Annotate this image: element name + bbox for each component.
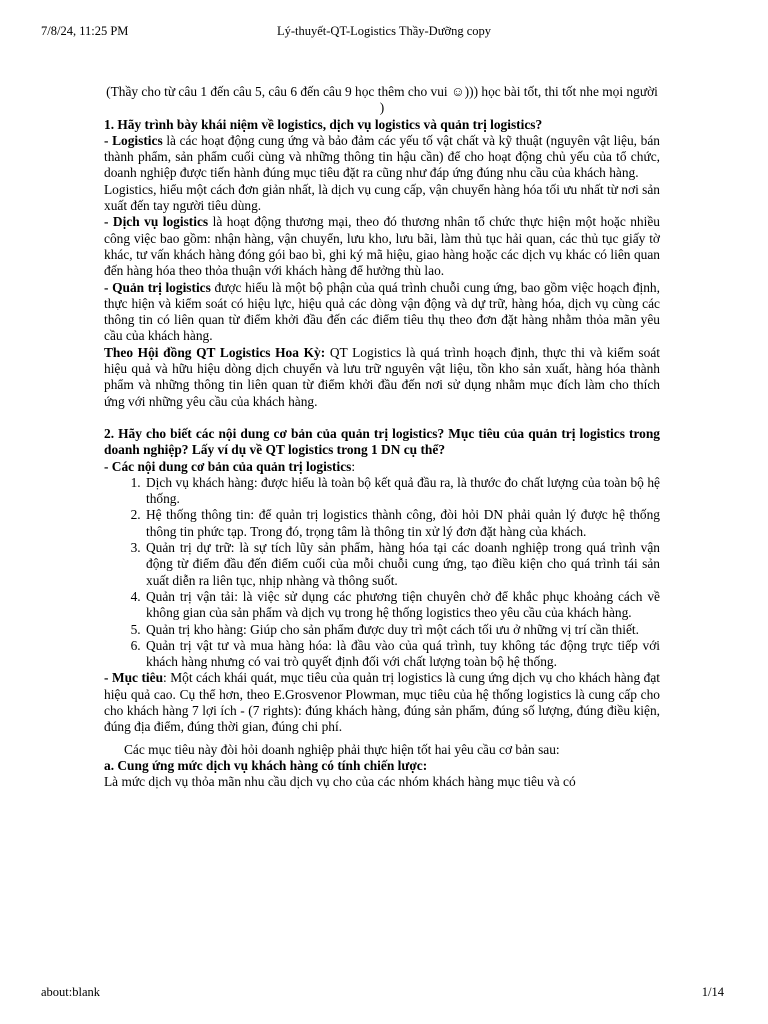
us-council-definition: Theo Hội đồng QT Logistics Hoa Kỳ: QT Logistics là quá trình hoạch định, thực thi và kiểm soát hiệu quả và hữu hiệu dòng dịch chuyển và lưu trữ nguyên vật liệu, tồn kho sản xuất, hàng hóa thành phẩm và những thông tin liên quan từ điểm khởi đầu đến nơi sử dụng nhằm mục đích làm cho thích ứng với những yêu cầu của khách hàng.: [104, 344, 660, 409]
print-datetime: 7/8/24, 11:25 PM: [41, 24, 129, 38]
page-number: 1/14: [701, 985, 724, 999]
list-item: 5. Quản trị kho hàng: Giúp cho sản phẩm được duy trì một cách tối ưu ở những vị trí cần thiết.: [144, 622, 660, 638]
document-title: Lý-thuyết-QT-Logistics Thầy-Dưỡng copy: [276, 24, 492, 38]
document-body: [104, 84, 660, 790]
goal-paragraph: - Mục tiêu: Một cách khái quát, mục tiêu của quản trị logistics là cung ứng dịch vụ cho khách hàng đạt hiệu quả cao. Cụ thể hơn, theo E.Grosvenor Plowman, mục tiêu của hệ thống logistics là cung cấp cho cho khách hàng 7 lợi ích - (7 rights): đúng khách hàng, đúng sản phẩm, đúng số lượng, đúng điều kiện, đúng địa điểm, đúng thời gian, đúng chi phí.: [104, 670, 660, 735]
logistics-management-definition: - Quản trị logistics được hiểu là một bộ phận của quá trình chuỗi cung ứng, bao gồm việc hoạch định, thực hiện và kiểm soát có hiệu lực, hiệu quả các dòng vận động và dự trữ, hàng hóa, dịch vụ cùng các thông tin có liên quan từ điểm khởi đầu đến các điểm tiêu thụ theo đơn đặt hàng nhằm thỏa mãn yêu cầu của khách hàng.: [104, 279, 660, 344]
term-us-council: Theo Hội đồng QT Logistics Hoa Kỳ:: [104, 344, 326, 360]
list-item: 4. Quản trị vận tải: là việc sử dụng các phương tiện chuyên chở để khắc phục khoảng cách về không gian của sản phẩm và dịch vụ trong hệ thống logistics theo yêu cầu của khách hàng.: [144, 589, 660, 622]
spacer: [104, 410, 660, 426]
contents-subheading: - Các nội dung cơ bản của quản trị logistics:: [104, 458, 356, 474]
requirement-a-heading: a. Cung ứng mức dịch vụ khách hàng có tính chiến lược:: [104, 757, 428, 773]
term-logistics-management: - Quản trị logistics: [104, 279, 211, 295]
question-2-heading: 2. Hãy cho biết các nội dung cơ bản của quản trị logistics? Mục tiêu của quản trị logistics trong doanh nghiệp? Lấy ví dụ về QT logistics trong 1 DN cụ thể?: [104, 425, 660, 458]
term-goal: - Mục tiêu: [104, 670, 164, 686]
list-item: 2. Hệ thống thông tin: để quản trị logistics thành công, đòi hỏi DN phải quản lý được hệ thống thông tin phức tạp. Trong đó, trọng tâm là thông tin xử lý đơn đặt hàng của khách.: [144, 507, 660, 540]
question-1-heading: 1. Hãy trình bày khái niệm về logistics, dịch vụ logistics và quản trị logistics?: [104, 116, 543, 132]
intro-note: (Thầy cho từ câu 1 đến câu 5, câu 6 đến câu 9 học thêm cho vui ☺))) học bài tốt, thi tốt nhe mọi người ): [106, 84, 658, 116]
requirement-a-text: Là mức dịch vụ thỏa mãn nhu cầu dịch vụ cho của các nhóm khách hàng mục tiêu và có: [104, 774, 576, 790]
logistics-simple-definition: Logistics, hiểu một cách đơn giản nhất, là dịch vụ cung cấp, vận chuyển hàng hóa tối ưu nhất từ nơi sản xuất đến tay người tiêu dùng.: [104, 181, 660, 214]
list-item: 1. Dịch vụ khách hàng: được hiểu là toàn bộ kết quả đầu ra, là thước đo chất lượng của toàn bộ hệ thống.: [144, 475, 660, 508]
logistics-service-definition: - Dịch vụ logistics là hoạt động thương mại, theo đó thương nhân tổ chức thực hiện một hoặc nhiều công việc bao gồm: nhận hàng, vận chuyển, lưu kho, lưu bãi, làm thủ tục hải quan, các thủ tục giấy tờ khác, tư vấn khách hàng đóng gói bao bì, ghi ký mã hiệu, giao hàng hoặc các dịch vụ khác có liên quan đến hàng hóa theo thỏa thuận với khách hàng để hưởng thù lao.: [104, 214, 660, 279]
term-logistics-service: - Dịch vụ logistics: [104, 214, 209, 230]
list-item: 6. Quản trị vật tư và mua hàng hóa: là đầu vào của quá trình, tuy không tác động trực tiếp với khách hàng nhưng có vai trò quyết định đối với chất lượng toàn bộ hệ thống.: [144, 638, 660, 671]
contents-list: [104, 475, 660, 671]
footer-url: about:blank: [41, 985, 101, 999]
requirements-intro: Các mục tiêu này đòi hỏi doanh nghiệp phải thực hiện tốt hai yêu cầu cơ bản sau:: [124, 741, 560, 757]
term-logistics: - Logistics: [104, 132, 163, 148]
logistics-definition: - Logistics là các hoạt động cung ứng và bảo đảm các yếu tố vật chất và kỹ thuật (nguyên vật liệu, bán thành phẩm, sản phẩm cuối cùng và những thông tin hậu cần) để cho hoạt động chủ yếu của tổ chức, doanh nghiệp được tiến hành đúng mục tiêu đặt ra cũng như đáp ứng đúng nhu cầu của khách hàng.: [104, 132, 660, 181]
list-item: 3. Quản trị dự trữ: là sự tích lũy sản phẩm, hàng hóa tại các doanh nghiệp trong quá trình vận động từ điểm đầu đến điểm cuối của mỗi chuỗi cung ứng, tạo điều kiện cho quá trình tái sản xuất diễn ra liên tục, nhịp nhàng và thông suốt.: [144, 540, 660, 589]
